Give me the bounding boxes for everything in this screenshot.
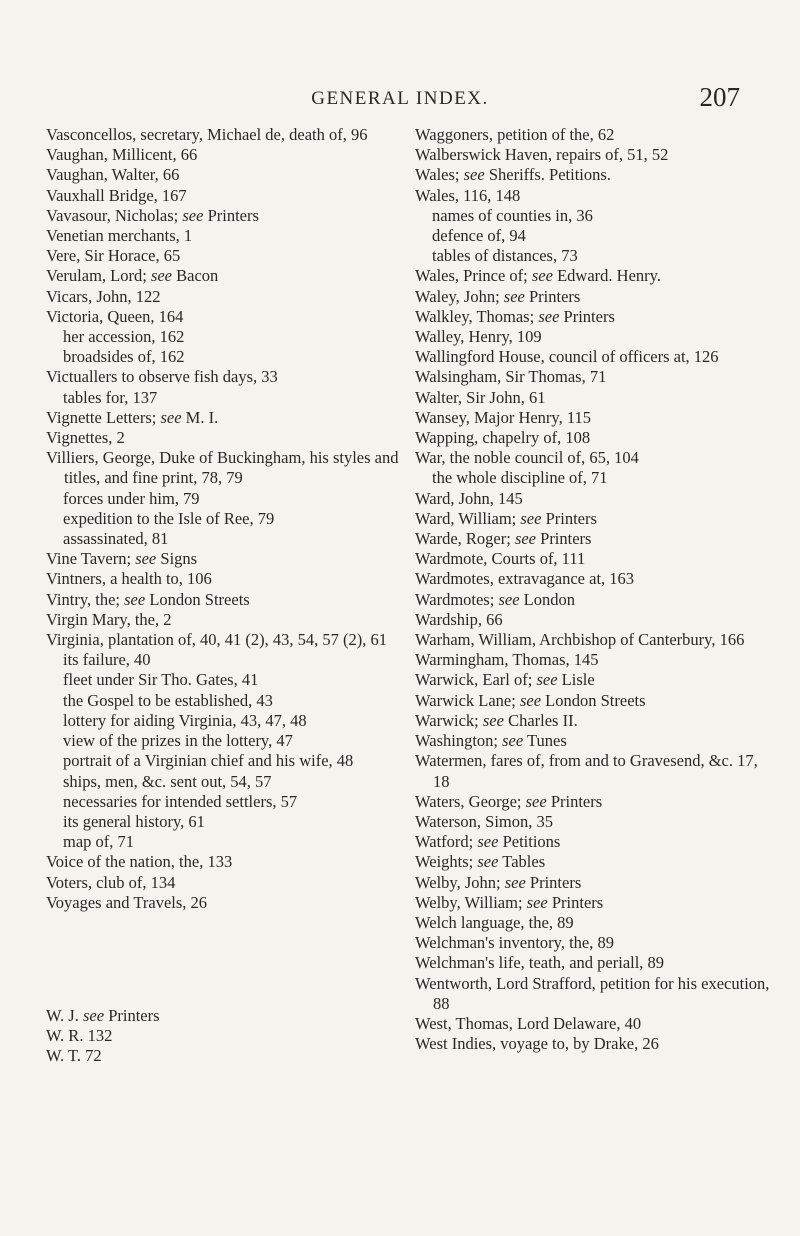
index-entry <box>415 650 775 670</box>
reference-target: Sheriffs. Petitions. <box>484 165 611 185</box>
index-entry <box>415 1034 775 1054</box>
index-entry <box>415 145 775 165</box>
page-number: 207 <box>699 82 740 112</box>
reference-target: Printers <box>104 1005 160 1025</box>
entry-text: Weights; <box>415 852 478 872</box>
see-reference: see <box>477 832 499 852</box>
see-reference: see <box>503 286 525 306</box>
see-reference: see <box>526 892 548 912</box>
index-entry <box>415 125 775 145</box>
index-entry <box>415 529 775 549</box>
entry-text: Vine Tavern; <box>46 549 136 569</box>
entry-text: Vavasour, Nicholas; <box>46 205 183 225</box>
see-reference: see <box>150 266 173 286</box>
index-entry <box>46 549 406 569</box>
index-subentry <box>46 751 406 771</box>
index-entry <box>46 165 406 185</box>
entry-text: Vicars, John, 122 <box>46 286 161 306</box>
index-entry <box>415 165 775 185</box>
index-entry <box>415 670 775 690</box>
index-entry <box>415 630 775 650</box>
index-entry <box>415 590 775 610</box>
entry-text: Washington; <box>415 731 503 751</box>
reference-target: Tables <box>498 852 546 872</box>
index-entry <box>46 287 406 307</box>
index-entry <box>46 367 406 387</box>
reference-target: Bacon <box>172 266 219 286</box>
entry-text: defence of, 94 <box>432 226 526 246</box>
entry-text: Waterson, Simon, 35 <box>415 811 553 831</box>
reference-target: Tunes <box>523 731 567 751</box>
entry-text: Ward, John, 145 <box>415 488 523 508</box>
entry-text: Vintners, a health to, 106 <box>46 569 212 589</box>
entry-text: Welchman's life, teath, and periall, 89 <box>415 953 665 973</box>
index-entry <box>46 226 406 246</box>
entry-text: Welch language, the, 89 <box>415 912 574 932</box>
index-entry <box>46 428 406 448</box>
entry-text: the whole discipline of, 71 <box>432 468 608 488</box>
see-reference: see <box>504 872 526 892</box>
entry-text: ships, men, &c. sent out, 54, 57 <box>63 771 272 791</box>
see-reference: see <box>514 529 537 549</box>
entry-text: Welby, William; <box>415 892 527 912</box>
entry-text: Wansey, Major Henry, 115 <box>415 407 591 427</box>
index-entry <box>415 509 775 529</box>
entry-text: portrait of a Virginian chief and his wife, 48 <box>63 751 354 771</box>
index-entry <box>415 347 775 367</box>
entry-text: Walberswick Haven, repairs of, 51, 52 <box>415 145 669 165</box>
index-subentry <box>46 489 406 509</box>
index-entry <box>46 145 406 165</box>
entry-text: Wardmotes, extravagance at, 163 <box>415 569 635 589</box>
entry-text: Welby, John; <box>415 872 505 892</box>
entry-text: W. T. 72 <box>46 1046 102 1066</box>
entry-text: Vasconcellos, secretary, Michael de, death of, 96 <box>46 125 368 144</box>
index-subentry <box>46 650 406 670</box>
see-reference: see <box>519 690 542 710</box>
index-entry <box>415 852 775 872</box>
index-entry <box>415 893 775 913</box>
reference-target: Signs <box>156 549 198 569</box>
index-entry <box>46 590 406 610</box>
index-entry <box>415 408 775 428</box>
entry-text: War, the noble council of, 65, 104 <box>415 448 639 468</box>
index-subentry <box>46 731 406 751</box>
entry-text: Warham, William, Archbishop of Canterbury, 166 <box>415 630 745 650</box>
index-entry <box>415 489 775 509</box>
entry-text: Waley, John; <box>415 286 504 306</box>
reference-target: Edward. Henry. <box>552 266 661 286</box>
index-entry <box>415 711 775 731</box>
index-subentry <box>415 206 775 226</box>
entry-text: assassinated, 81 <box>63 529 169 549</box>
index-entry <box>46 246 406 266</box>
index-subentry <box>46 327 406 347</box>
entry-text: Wallingford House, council of officers at, 126 <box>415 347 719 367</box>
entry-text: Warwick; <box>415 710 483 730</box>
index-entry <box>46 186 406 206</box>
entry-text: lottery for aiding Virginia, 43, 47, 48 <box>63 710 307 730</box>
entry-text: Villiers, George, Duke of Buckingham, his styles and titles, and fine print, 78, 79 <box>46 448 399 488</box>
index-subentry <box>46 529 406 549</box>
entry-text: her accession, 162 <box>63 327 185 347</box>
entry-text: Victoria, Queen, 164 <box>46 306 184 326</box>
index-entry <box>46 307 406 327</box>
entry-text: Wales, Prince of; <box>415 266 532 286</box>
index-entry <box>46 266 406 286</box>
reference-target: Petitions <box>498 832 561 852</box>
index-subentry <box>46 792 406 812</box>
index-entry <box>415 287 775 307</box>
see-reference: see <box>525 791 547 811</box>
entry-text: the Gospel to be established, 43 <box>63 690 273 710</box>
entry-text: tables for, 137 <box>63 387 158 407</box>
index-entry <box>415 428 775 448</box>
entry-text: Walkley, Thomas; <box>415 306 539 326</box>
index-entry <box>415 307 775 327</box>
entry-text: Voyages and Travels, 26 <box>46 892 208 912</box>
see-reference: see <box>482 710 504 730</box>
entry-text: Waters, George; <box>415 791 526 811</box>
index-entry <box>415 327 775 347</box>
index-subentry <box>46 670 406 690</box>
index-subentry <box>415 468 775 488</box>
index-entry <box>415 367 775 387</box>
entry-text: Walley, Henry, 109 <box>415 327 542 347</box>
reference-target: London Streets <box>541 690 646 710</box>
index-entry <box>415 812 775 832</box>
index-entry <box>46 206 406 226</box>
entry-text: Vintry, the; <box>46 589 125 609</box>
see-reference: see <box>531 266 553 286</box>
entry-text: Virgin Mary, the, 2 <box>46 609 172 629</box>
index-entry <box>46 893 406 913</box>
index-entry <box>415 691 775 711</box>
entry-text: W. J. <box>46 1005 83 1025</box>
index-subentry <box>415 246 775 266</box>
entry-text: W. R. 132 <box>46 1026 113 1046</box>
entry-text: Wardship, 66 <box>415 609 503 629</box>
index-entry <box>415 832 775 852</box>
index-entry <box>415 731 775 751</box>
see-reference: see <box>477 852 499 872</box>
entry-text: Wardmotes; <box>415 589 499 609</box>
see-reference: see <box>124 589 146 609</box>
entry-text: names of counties in, 36 <box>432 205 593 225</box>
reference-target: Printers <box>547 892 604 912</box>
index-subentry <box>46 509 406 529</box>
see-reference: see <box>182 205 204 225</box>
reference-target: London <box>519 589 575 609</box>
index-subentry <box>46 388 406 408</box>
entry-text: Venetian merchants, 1 <box>46 226 193 246</box>
entry-text: tables of distances, 73 <box>432 246 578 266</box>
entry-text: Vignettes, 2 <box>46 428 125 448</box>
reference-target: Printers <box>546 791 603 811</box>
index-column-right <box>415 125 775 1054</box>
index-entry <box>415 953 775 973</box>
entry-text: Warde, Roger; <box>415 529 515 549</box>
index-entry <box>46 1026 406 1046</box>
index-entry <box>415 933 775 953</box>
entry-text: Warwick, Earl of; <box>415 670 537 690</box>
index-subentry <box>46 832 406 852</box>
index-entry <box>46 1006 406 1026</box>
index-subentry <box>46 691 406 711</box>
reference-target: London Streets <box>145 589 250 609</box>
entry-text: Voice of the nation, the, 133 <box>46 852 233 872</box>
see-reference: see <box>502 731 524 751</box>
index-entry <box>415 266 775 286</box>
entry-text: Vere, Sir Horace, 65 <box>46 246 181 266</box>
entry-text: Warwick Lane; <box>415 690 520 710</box>
entry-text: Vaughan, Walter, 66 <box>46 165 180 185</box>
entry-text: Verulam, Lord; <box>46 266 151 286</box>
entry-text: Walsingham, Sir Thomas, 71 <box>415 367 607 387</box>
entry-text: necessaries for intended settlers, 57 <box>63 791 298 811</box>
index-entry <box>46 448 406 488</box>
entry-text: view of the prizes in the lottery, 47 <box>63 731 293 751</box>
entry-text: Warmingham, Thomas, 145 <box>415 650 599 670</box>
index-entry <box>46 852 406 872</box>
index-column-left <box>46 125 406 1067</box>
entry-text: its failure, 40 <box>63 650 151 670</box>
index-entry <box>415 448 775 468</box>
index-entry <box>46 569 406 589</box>
index-entry <box>46 408 406 428</box>
entry-text: West Indies, voyage to, by Drake, 26 <box>415 1034 659 1054</box>
entry-text: Voters, club of, 134 <box>46 872 176 892</box>
index-entry <box>415 569 775 589</box>
entry-text: Walter, Sir John, 61 <box>415 387 546 407</box>
reference-target: M. I. <box>181 407 219 427</box>
reference-target: Printers <box>525 872 582 892</box>
see-reference: see <box>538 306 560 326</box>
index-entry <box>415 610 775 630</box>
entry-text: Ward, William; <box>415 508 521 528</box>
entry-text: Wentworth, Lord Strafford, petition for his execution, 88 <box>415 973 770 1013</box>
see-reference: see <box>498 589 520 609</box>
see-reference: see <box>135 549 157 569</box>
see-reference: see <box>463 165 485 185</box>
index-entry <box>415 388 775 408</box>
index-entry <box>415 873 775 893</box>
entry-text: forces under him, 79 <box>63 488 200 508</box>
index-subentry <box>46 711 406 731</box>
index-subentry <box>415 226 775 246</box>
see-reference: see <box>536 670 558 690</box>
entry-text: West, Thomas, Lord Delaware, 40 <box>415 1013 642 1033</box>
entry-text: expedition to the Isle of Ree, 79 <box>63 508 275 528</box>
entry-text: broadsides of, 162 <box>63 347 185 367</box>
running-title: GENERAL INDEX. <box>311 88 489 109</box>
index-gap <box>46 929 406 989</box>
entry-text: Vaughan, Millicent, 66 <box>46 145 198 165</box>
entry-text: fleet under Sir Tho. Gates, 41 <box>63 670 259 690</box>
index-subentry <box>46 347 406 367</box>
see-reference: see <box>520 508 542 528</box>
reference-target: Charles II. <box>503 710 578 730</box>
reference-target: Printers <box>524 286 581 306</box>
entry-text: Welchman's inventory, the, 89 <box>415 933 614 953</box>
entry-text: Wales, 116, 148 <box>415 185 521 205</box>
see-reference: see <box>82 1005 105 1025</box>
entry-text: Wardmote, Courts of, 111 <box>415 549 586 569</box>
reference-target: Printers <box>536 529 592 549</box>
entry-text: Vignette Letters; <box>46 407 161 427</box>
index-entry <box>46 873 406 893</box>
entry-text: Wales; <box>415 165 464 185</box>
index-entry <box>46 610 406 630</box>
index-entry <box>415 974 775 1014</box>
index-entry <box>415 792 775 812</box>
index-entry <box>415 549 775 569</box>
entry-text: map of, 71 <box>63 832 135 852</box>
index-subentry <box>46 772 406 792</box>
index-entry <box>415 1014 775 1034</box>
reference-target: Lisle <box>557 670 595 690</box>
entry-text: Victuallers to observe fish days, 33 <box>46 367 278 387</box>
page-header <box>0 82 800 116</box>
index-subentry <box>46 812 406 832</box>
index-entry <box>415 751 775 791</box>
index-entry <box>46 125 406 145</box>
reference-target: Printers <box>203 205 259 225</box>
index-entry <box>46 630 406 650</box>
index-entry <box>415 186 775 206</box>
see-reference: see <box>160 407 182 427</box>
index-entry <box>46 1046 406 1066</box>
entry-text: Watermen, fares of, from and to Gravesend, &c. 17, 18 <box>415 751 758 791</box>
reference-target: Printers <box>541 508 597 528</box>
entry-text: its general history, 61 <box>63 811 205 831</box>
entry-text: Vauxhall Bridge, 167 <box>46 185 187 205</box>
reference-target: Printers <box>559 306 615 326</box>
index-entry <box>415 913 775 933</box>
entry-text: Watford; <box>415 832 478 852</box>
entry-text: Virginia, plantation of, 40, 41 (2), 43, 54, 57 (2), 61 <box>46 630 388 650</box>
entry-text: Wapping, chapelry of, 108 <box>415 428 591 448</box>
entry-text: Waggoners, petition of the, 62 <box>415 125 615 144</box>
